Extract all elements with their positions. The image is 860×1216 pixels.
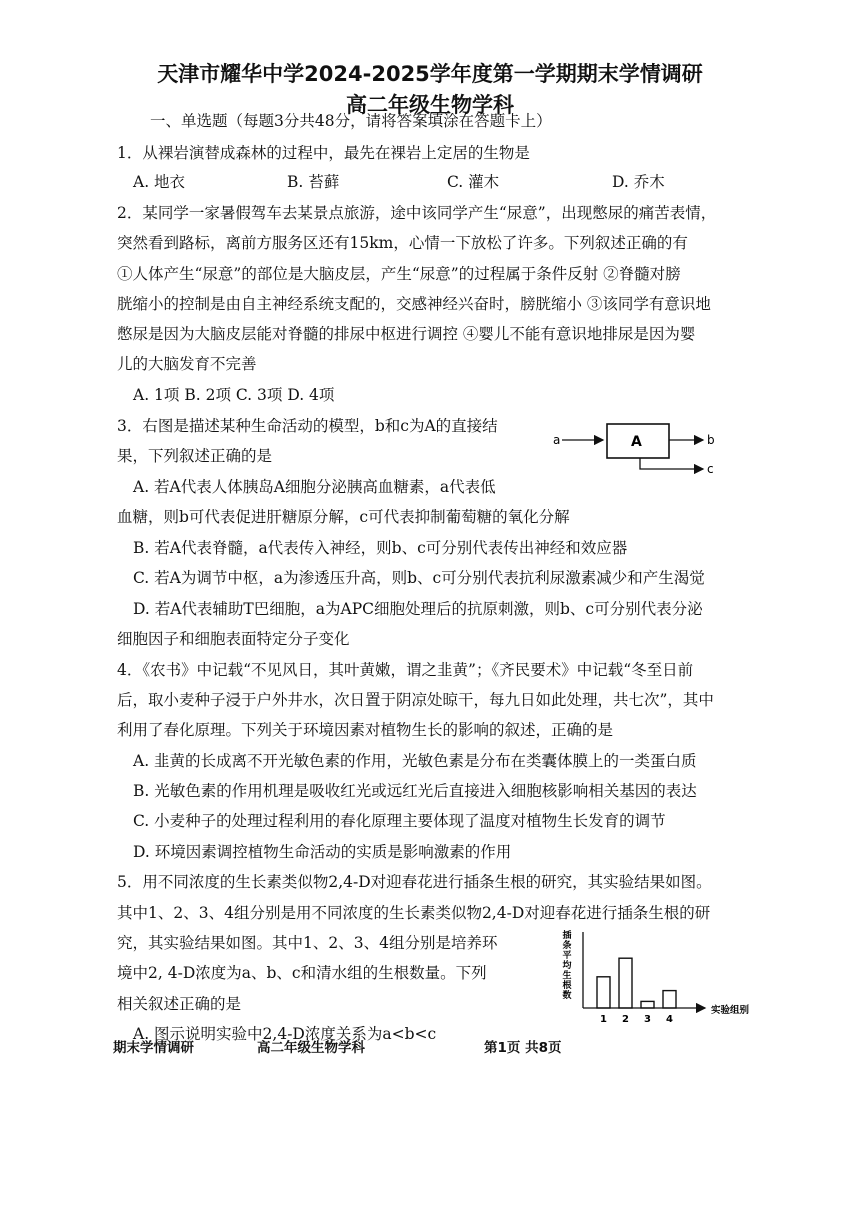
q2-line: 胱缩小的控制是由自主神经系统支配的，交感神经兴奋时，膀胱缩小 ③该同学有意识地 [117, 295, 711, 313]
chart-y-label-char: 根 [562, 981, 572, 991]
q2-line: 儿的大脑发育不完善 [117, 355, 257, 373]
footer-left: 期末学情调研 [113, 1040, 194, 1056]
q3-line: 果，下列叙述正确的是 [117, 447, 273, 465]
q5-option-a: A. 图示说明实验中2,4-D浓度关系为a<b<c [133, 1025, 437, 1043]
footer-page-number: 第1页 共8页 [484, 1040, 562, 1056]
section-heading: 一、单选题（每题3分共48分，请将答案填涂在答题卡上） [150, 112, 552, 130]
q3-model-diagram [545, 418, 735, 478]
q2-options: A. 1项 B. 2项 C. 3项 D. 4项 [133, 386, 335, 404]
q1-option-c: C. 灌木 [447, 173, 500, 191]
chart-y-label-char: 条 [562, 941, 572, 951]
q3-box-label: A [631, 434, 642, 450]
exam-title: 天津市耀华中学2024-2025学年度第一学期期末学情调研 [157, 62, 703, 86]
chart-bar-1 [597, 977, 610, 1008]
q1-option-d: D. 乔木 [612, 173, 665, 191]
chart-bar-4 [663, 991, 676, 1008]
q3-option-d: D. 若A代表辅助T巴细胞，a为APC细胞处理后的抗原刺激，则b、c可分别代表分泌 [133, 600, 703, 618]
q4-option-d: D. 环境因素调控植物生命活动的实质是影响激素的作用 [133, 843, 512, 861]
footer-subject: 高二年级生物学科 [257, 1040, 365, 1056]
q2-line: 突然看到路标，离前方服务区还有15km，心情一下放松了许多。下列叙述正确的有 [117, 234, 688, 252]
chart-tick-label: 2 [622, 1014, 629, 1025]
chart-y-label-char: 数 [562, 991, 572, 1001]
chart-tick-label: 1 [600, 1014, 607, 1025]
q5-line: 5．用不同浓度的生长素类似物2,4-D对迎春花进行插条生根的研究，其实验结果如图。 [117, 873, 712, 891]
q2-line: ①人体产生“尿意”的部位是大脑皮层，产生“尿意”的过程属于条件反射 ②脊髓对膀 [117, 265, 681, 283]
chart-bar-3 [641, 1001, 654, 1008]
q5-line: 境中2, 4-D浓度为a、b、c和清水组的生根数量。下列 [117, 964, 487, 982]
chart-y-label [562, 929, 572, 1001]
q3-input-label: a [553, 433, 561, 447]
q5-line: 其中1、2、3、4组分别是用不同浓度的生长素类似物2,4-D对迎春花进行插条生根的研 [117, 904, 711, 922]
q3-option-a-cont: 血糖，则b可代表促进肝糖原分解，c可代表抑制葡萄糖的氧化分解 [117, 508, 570, 526]
chart-y-label-char: 均 [562, 961, 572, 971]
q4-option-a: A. 韭黄的长成离不开光敏色素的作用，光敏色素是分布在类囊体膜上的一类蛋白质 [133, 752, 697, 770]
q1-option-a: A. 地衣 [133, 173, 186, 191]
q5-line: 相关叙述正确的是 [117, 995, 242, 1013]
q1-option-b: B. 苔藓 [287, 173, 340, 191]
q4-line: 利用了春化原理。下列关于环境因素对植物生长的影响的叙述，正确的是 [117, 721, 614, 739]
q3-output-b: b [707, 433, 715, 447]
q3-option-a: A. 若A代表人体胰岛A细胞分泌胰高血糖素，a代表低 [133, 478, 496, 496]
q3-option-c: C. 若A为调节中枢，a为渗透压升高，则b、c可分别代表抗利尿激素减少和产生渴觉 [133, 569, 705, 587]
q3-line: 3．右图是描述某种生命活动的模型，b和c为A的直接结 [117, 417, 498, 435]
chart-y-label-char: 平 [562, 951, 572, 961]
chart-bar-2 [619, 958, 632, 1008]
chart-y-label-char: 插 [562, 931, 572, 941]
q1-stem: 1．从裸岩演替成森林的过程中，最先在裸岩上定居的生物是 [117, 144, 530, 162]
q2-line: 2．某同学一家暑假驾车去某景点旅游，途中该同学产生“尿意”，出现憋尿的痛苦表情， [117, 204, 717, 222]
q4-line: 4．《农书》中记载“不见风日，其叶黄嫩，谓之韭黄”；《齐民要术》中记载“冬至日前 [117, 661, 694, 679]
q3-output-c: c [707, 462, 714, 476]
q5-line: 究，其实验结果如图。其中1、2、3、4组分别是培养环 [117, 934, 498, 952]
q2-line: 憋尿是因为大脑皮层能对脊髓的排尿中枢进行调控 ④婴儿不能有意识地排尿是因为婴 [117, 325, 696, 343]
q5-bar-chart [553, 924, 763, 1034]
q4-line: 后，取小麦种子浸于户外井水，次日置于阴凉处晾干，每九日如此处理，共七次”，其中 [117, 691, 714, 709]
q4-option-c: C. 小麦种子的处理过程利用的春化原理主要体现了温度对植物生长发育的调节 [133, 812, 666, 830]
exam-subject: 高二年级生物学科 [346, 93, 514, 117]
q3-option-b: B. 若A代表脊髓，a代表传入神经，则b、c可分别代表传出神经和效应器 [133, 539, 628, 557]
chart-tick-label: 3 [644, 1014, 651, 1025]
chart-x-label: 实验组别 [711, 1005, 750, 1016]
q4-option-b: B. 光敏色素的作用机理是吸收红光或远红光后直接进入细胞核影响相关基因的表达 [133, 782, 697, 800]
chart-y-label-char: 生 [562, 971, 572, 981]
q3-option-d-cont: 细胞因子和细胞表面特定分子变化 [117, 630, 350, 648]
chart-tick-label: 4 [666, 1014, 673, 1025]
